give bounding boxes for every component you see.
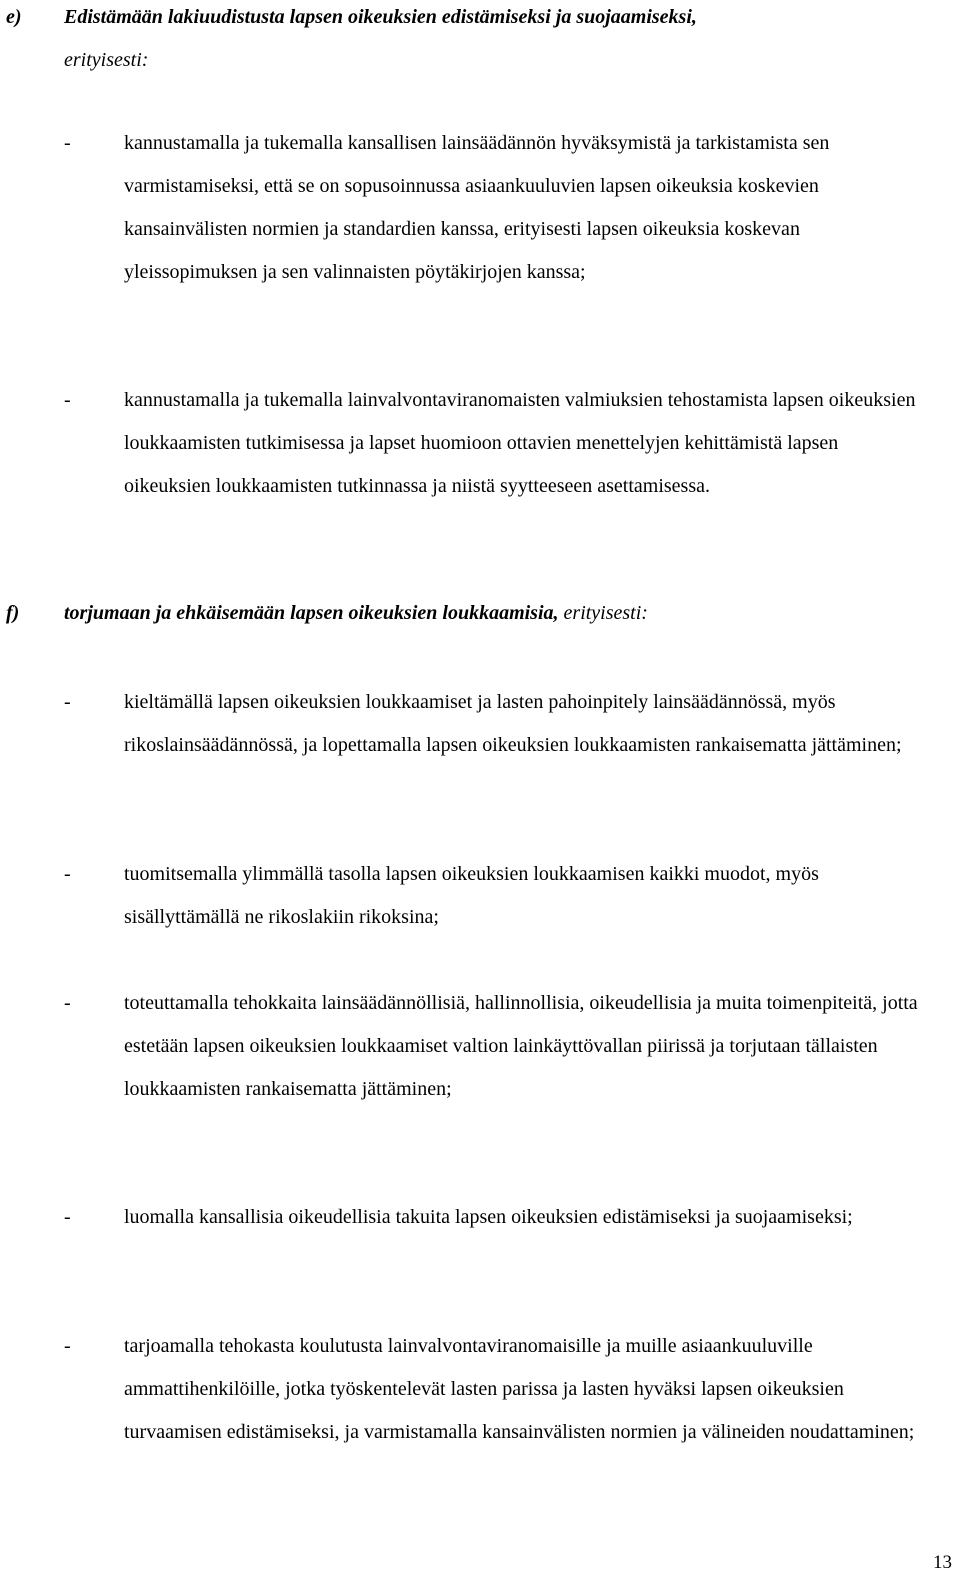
list-item-text: luomalla kansallisia oikeudellisia takuita lapsen oikeuksien edistämiseksi ja suojaamiseksi;: [124, 1206, 853, 1228]
section-e-heading: [6, 0, 946, 82]
list-item-text: tuomitsemalla ylimmällä tasolla lapsen oikeuksien loukkaamisen kaikki muodot, myös sisällyttämällä ne rikoslakiin rikoksina;: [124, 863, 819, 928]
list-item: [64, 1196, 944, 1239]
bullet-dash: -: [64, 992, 71, 1014]
section-f-subtitle: erityisesti:: [558, 602, 648, 624]
list-item: [64, 982, 944, 1111]
bullet-dash: -: [64, 132, 71, 154]
section-f-letter: f): [6, 602, 20, 624]
page-number: 13: [933, 1552, 952, 1573]
list-item-text: tarjoamalla tehokasta koulutusta lainvalvontaviranomaisille ja muille asiaankuuluville ammattihenkilöille, jotka työskentelevät lasten parissa ja lasten hyväksi lapsen oikeuksien turvaamisen edistämiseksi, ja varmistamalla kansainvälisten normien ja välineiden noudattaminen;: [124, 1335, 915, 1443]
bullet-dash: -: [64, 389, 71, 411]
bullet-dash: -: [64, 863, 71, 885]
section-f-title: torjumaan ja ehkäisemään lapsen oikeuksien loukkaamisia,: [64, 602, 559, 624]
bullet-dash: -: [64, 1335, 71, 1357]
bullet-dash: -: [64, 691, 71, 713]
section-e-subtitle: erityisesti:: [64, 49, 149, 71]
list-item: [64, 681, 944, 767]
list-item: [64, 1325, 944, 1454]
list-item-text: kieltämällä lapsen oikeuksien loukkaamiset ja lasten pahoinpitely lainsäädännössä, myös rikoslainsäädännössä, ja lopettamalla lapsen oikeuksien loukkaamisten rankaisematta jättäminen;: [124, 691, 902, 756]
list-item: [64, 122, 944, 294]
bullet-dash: -: [64, 1206, 71, 1228]
section-e-title: Edistämään lakiuudistusta lapsen oikeuksien edistämiseksi ja suojaamiseksi,: [64, 6, 697, 28]
list-item-text: kannustamalla ja tukemalla kansallisen lainsäädännön hyväksymistä ja tarkistamista sen varmistamiseksi, että se on sopusoinnussa asiaankuuluvien lapsen oikeuksia koskevien kansainvälisten normien ja standardien kanssa, erityisesti lapsen oikeuksia koskevan yleissopimuksen ja sen valinnaisten pöytäkirjojen kanssa;: [124, 132, 830, 283]
list-item-text: toteuttamalla tehokkaita lainsäädännöllisiä, hallinnollisia, oikeudellisia ja muita toimenpiteitä, jotta estetään lapsen oikeuksien loukkaamiset valtion lainkäyttövallan piirissä ja torjutaan tällaisten loukkaamisten rankaisematta jättäminen;: [124, 992, 918, 1100]
section-e-letter: e): [6, 6, 22, 28]
list-item-text: kannustamalla ja tukemalla lainvalvontaviranomaisten valmiuksien tehostamista lapsen oikeuksien loukkaamisten tutkimisessa ja lapset huomioon ottavien menettelyjen kehittämistä lapsen oikeuksien loukkaamisten tutkinnassa ja niistä syytteeseen asettamisessa.: [124, 389, 916, 497]
list-item: [64, 379, 944, 508]
section-f-heading: [6, 592, 946, 635]
list-item: [64, 853, 944, 939]
